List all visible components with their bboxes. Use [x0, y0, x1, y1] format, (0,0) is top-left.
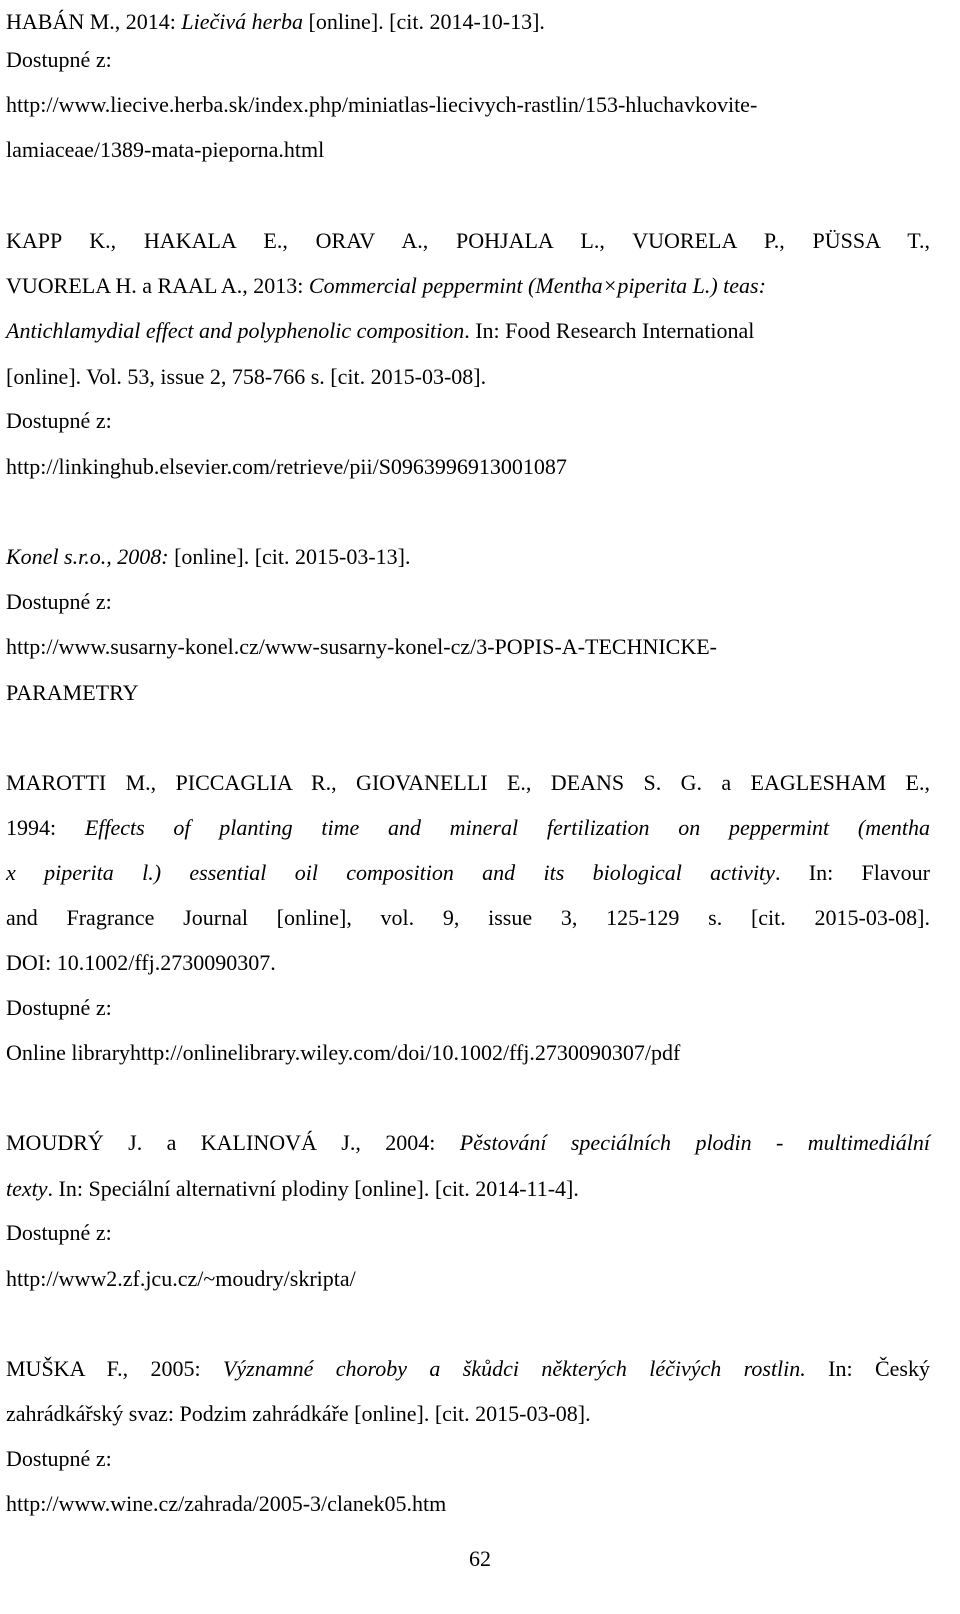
ref-konel-url-line1[interactable]: http://www.susarny-konel.cz/www-susarny-konel-cz/3-POPIS-A-TECHNICKE- [6, 634, 717, 659]
ref-moudry-line1 [6, 1130, 930, 1156]
ref-konel-available: Dostupné z: [6, 589, 112, 614]
ref-kapp-line1: KAPP K., HAKALA E., ORAV A., POHJALA L., VUORELA P., PÜSSA T., [6, 228, 930, 253]
ref-kapp-available: Dostupné z: [6, 408, 112, 433]
ref-title: Pěstování speciálních plodin - multimediální [459, 1130, 930, 1155]
ref-text: . In: Food Research International [464, 318, 755, 343]
ref-marotti-line3 [6, 860, 930, 886]
ref-muska-line1 [6, 1356, 930, 1382]
page-number: 62 [469, 1546, 491, 1571]
ref-title: Commercial peppermint (Mentha×piperita L.) teas: [308, 273, 766, 298]
ref-konel-url-line2[interactable]: PARAMETRY [6, 680, 139, 705]
ref-kapp-line3 [6, 318, 754, 344]
ref-muska-line2: zahrádkářský svaz: Podzim zahrádkáře [online]. [cit. 2015-03-08]. [6, 1401, 591, 1426]
ref-muska-available: Dostupné z: [6, 1446, 112, 1471]
ref-marotti-url[interactable]: Online libraryhttp://onlinelibrary.wiley.com/doi/10.1002/ffj.2730090307/pdf [6, 1040, 681, 1065]
ref-haban-available: Dostupné z: [6, 47, 112, 72]
ref-text: VUORELA H. a RAAL A., 2013: [6, 273, 309, 298]
ref-marotti-line2 [6, 815, 930, 841]
ref-title: Liečivá herba [181, 9, 303, 34]
ref-haban-url-line2[interactable]: lamiaceae/1389-mata-pieporna.html [6, 137, 325, 162]
ref-title: Významné choroby a škůdci některých léčivých rostlin. [222, 1356, 806, 1381]
ref-text: In: Český [805, 1356, 930, 1381]
ref-muska-url[interactable]: http://www.wine.cz/zahrada/2005-3/clanek05.htm [6, 1491, 447, 1516]
ref-kapp-url[interactable]: http://linkinghub.elsevier.com/retrieve/pii/S0963996913001087 [6, 454, 567, 479]
ref-text: [online]. [cit. 2014-10-13]. [303, 9, 545, 34]
ref-title: x piperita l.) essential oil composition and its biological activity [6, 860, 775, 885]
ref-haban-line1 [6, 9, 545, 35]
ref-title: Antichlamydial effect and polyphenolic composition [6, 318, 465, 343]
ref-title: Effects of planting time and mineral fertilization on peppermint (mentha [84, 815, 930, 840]
ref-text: 1994: [6, 815, 85, 840]
ref-haban-url-line1[interactable]: http://www.liecive.herba.sk/index.php/miniatlas-liecivych-rastlin/153-hluchavkovite- [6, 92, 758, 117]
ref-marotti-doi: DOI: 10.1002/ffj.2730090307. [6, 950, 276, 975]
ref-text: MUŠKA F., 2005: [6, 1356, 223, 1381]
ref-konel-line1 [6, 544, 411, 570]
ref-text: HABÁN M., 2014: [6, 9, 182, 34]
ref-kapp-line4: [online]. Vol. 53, issue 2, 758-766 s. [cit. 2015-03-08]. [6, 364, 487, 389]
ref-text: [online]. [cit. 2015-03-13]. [168, 544, 411, 569]
ref-text: . In: Flavour [774, 860, 930, 885]
ref-moudry-url[interactable]: http://www2.zf.jcu.cz/~moudry/skripta/ [6, 1266, 356, 1291]
ref-kapp-line2 [6, 273, 766, 299]
ref-marotti-line4: and Fragrance Journal [online], vol. 9, issue 3, 125-129 s. [cit. 2015-03-08]. [6, 905, 930, 930]
ref-text: . In: Speciální alternativní plodiny [online]. [cit. 2014-11-4]. [47, 1176, 579, 1201]
ref-author: Konel s.r.o., 2008: [6, 544, 169, 569]
ref-moudry-available: Dostupné z: [6, 1220, 112, 1245]
ref-text: MOUDRÝ J. a KALINOVÁ J., 2004: [6, 1130, 460, 1155]
ref-marotti-available: Dostupné z: [6, 995, 112, 1020]
ref-marotti-line1: MAROTTI M., PICCAGLIA R., GIOVANELLI E., DEANS S. G. a EAGLESHAM E., [6, 770, 930, 795]
ref-title: texty [6, 1176, 48, 1201]
ref-moudry-line2 [6, 1176, 579, 1202]
